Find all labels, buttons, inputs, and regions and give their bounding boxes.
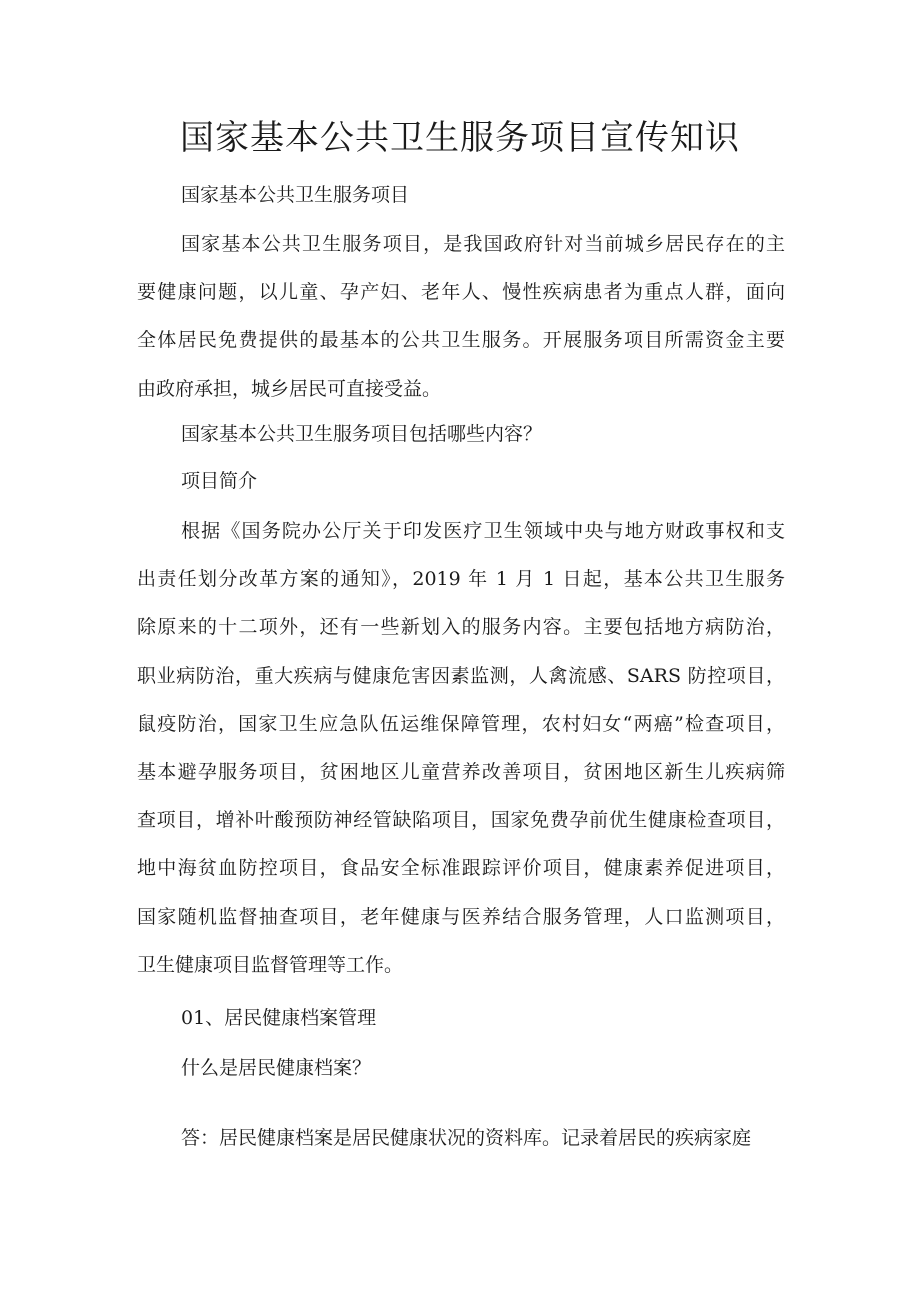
section-01-heading: 01、居民健康档案管理: [181, 1007, 377, 1029]
paragraph-line: 国家基本公共卫生服务项目，是我国政府针对当前城乡居民存在的主: [181, 233, 785, 255]
paragraph-line: 全体居民免费提供的最基本的公共卫生服务。开展服务项目所需资金主要: [137, 329, 785, 352]
paragraph-line: 要健康问题，以儿童、孕产妇、老年人、慢性疾病患者为重点人群，面向: [137, 281, 785, 304]
paragraph-line: 卫生健康项目监督管理等工作。: [137, 953, 404, 976]
question-records: 什么是居民健康档案？: [181, 1057, 372, 1079]
document-title: 国家基本公共卫生服务项目宣传知识: [180, 118, 740, 158]
paragraph-line: 查项目，增补叶酸预防神经管缺陷项目，国家免费孕前优生健康检查项目，: [137, 809, 785, 832]
paragraph-line: 基本避孕服务项目，贫困地区儿童营养改善项目，贫困地区新生儿疾病筛: [137, 761, 785, 784]
section-heading: 国家基本公共卫生服务项目: [181, 184, 410, 206]
paragraph-line: 由政府承担，城乡居民可直接受益。: [137, 377, 442, 400]
question-contents: 国家基本公共卫生服务项目包括哪些内容？: [181, 423, 543, 445]
paragraph-line: 出责任划分改革方案的通知》，2019 年 1 月 1 日起，基本公共卫生服务: [137, 568, 785, 591]
project-intro-heading: 项目简介: [181, 470, 258, 492]
intro-paragraph: [137, 220, 785, 413]
paragraph-line: 职业病防治，重大疾病与健康危害因素监测，人禽流感、SARS 防控项目，: [137, 664, 785, 687]
paragraph-line: 鼠疫防治，国家卫生应急队伍运维保障管理，农村妇女“两癌”检查项目，: [137, 712, 785, 735]
paragraph-line: 国家随机监督抽查项目，老年健康与医养结合服务管理，人口监测项目，: [137, 905, 785, 928]
paragraph-line: 根据《国务院办公厅关于印发医疗卫生领域中央与地方财政事权和支: [181, 520, 785, 542]
paragraph-line: 除原来的十二项外，还有一些新划入的服务内容。主要包括地方病防治，: [137, 616, 785, 639]
paragraph-line: 地中海贫血防控项目，食品安全标准跟踪评价项目，健康素养促进项目，: [137, 857, 785, 880]
answer-text: 答：居民健康档案是居民健康状况的资料库。记录着居民的疾病家庭: [181, 1127, 752, 1149]
project-paragraph: [137, 507, 785, 989]
